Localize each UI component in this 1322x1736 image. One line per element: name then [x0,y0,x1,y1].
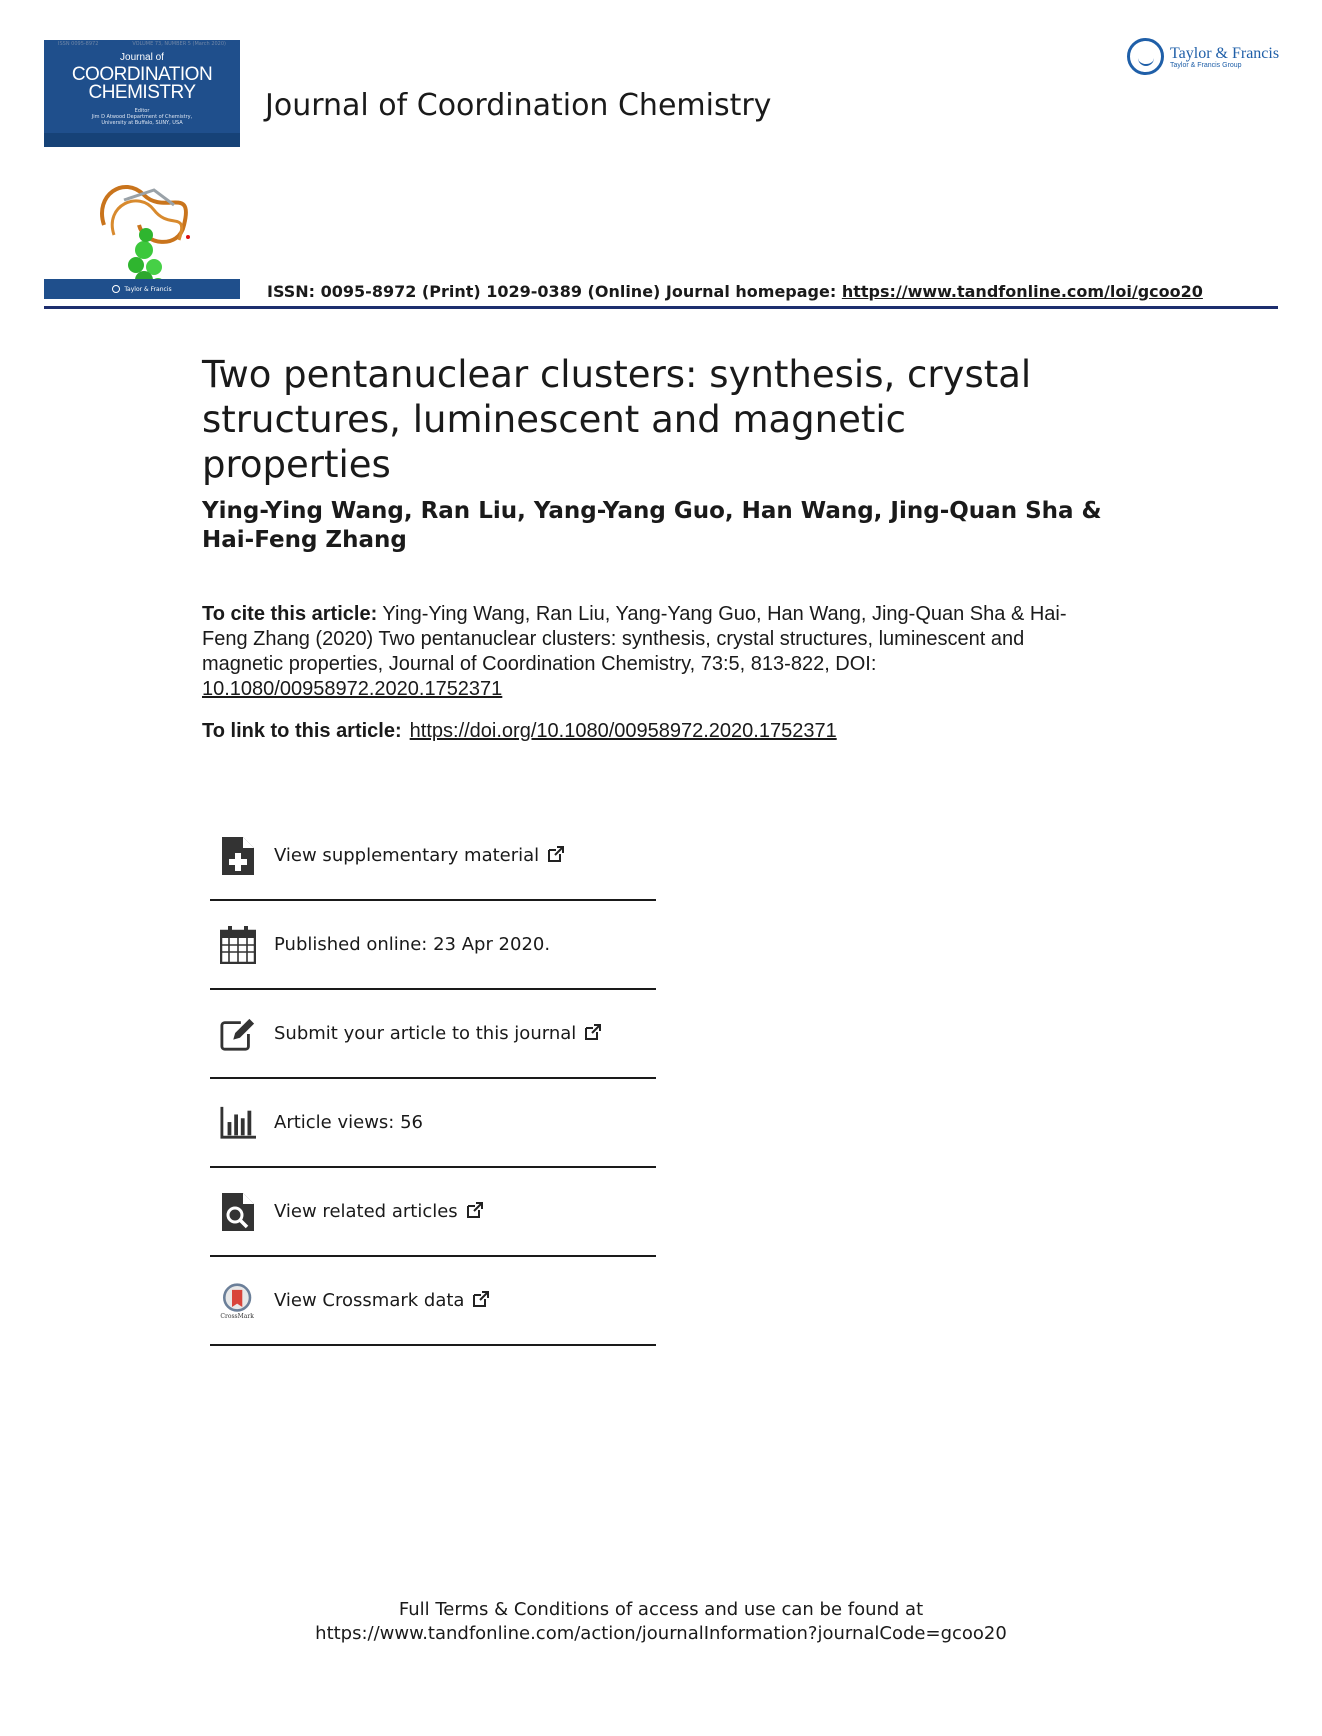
citation-block [202,602,1102,702]
external-link-icon [547,845,565,863]
svg-text:CrossMark: CrossMark [220,1312,254,1320]
journal-title[interactable]: Journal of Coordination Chemistry [265,88,772,123]
article-doi-link[interactable]: https://doi.org/10.1080/00958972.2020.1752371 [409,720,837,742]
document-plus-icon [220,836,256,876]
article-link-label: To link to this article: [202,720,402,742]
journal-cover [44,40,240,299]
info-label: Article views: 56 [274,1112,423,1133]
cover-publisher: Taylor & Francis [124,285,172,293]
header-divider [44,306,1278,309]
citation-doi-link[interactable]: 10.1080/00958972.2020.1752371 [202,678,503,700]
publisher-name: Taylor & Francis [1170,44,1280,62]
cover-name-line2: CHEMISTRY [88,82,196,103]
edit-icon [220,1014,256,1054]
crossmark-icon [220,1281,256,1321]
article-title: Two pentanuclear clusters: synthesis, crystal structures, luminescent and magnetic properties [202,353,1032,486]
cover-editor-line3: University at Buffalo, SUNY, USA [101,120,183,126]
external-link-icon [466,1201,484,1219]
footer-terms-line: Full Terms & Conditions of access and use can be found at [398,1599,924,1620]
cover-editor [44,108,240,126]
list-item-supplementary[interactable] [210,812,656,901]
external-link-icon [584,1023,602,1041]
list-item-views [210,1079,656,1168]
list-item-published [210,901,656,990]
journal-homepage-link[interactable]: https://www.tandfonline.com/loi/gcoo20 [841,282,1203,301]
cover-editor-line2: Jim D Atwood Department of Chemistry, [91,114,193,120]
cover-issn: ISSN 0095-8972 [58,41,99,47]
publisher-logo[interactable] [1127,38,1279,75]
external-link-icon [472,1290,490,1308]
info-label: View supplementary material [274,845,565,866]
footer-terms-url[interactable]: https://www.tandfonline.com/action/journalInformation?journalCode=gcoo20 [315,1623,1007,1644]
info-label: View related articles [274,1201,484,1222]
article-authors: Ying-Ying Wang, Ran Liu, Yang-Yang Guo, Han Wang, Jing-Quan Sha & Hai-Feng Zhang [202,498,1102,553]
article-info-list [210,812,656,1346]
calendar-icon [220,925,256,965]
page-footer [0,1598,1322,1646]
info-label: Published online: 23 Apr 2020. [274,934,551,955]
cover-tf-icon [112,285,120,293]
article-link-block [202,720,837,743]
issn-text: ISSN: 0095-8972 (Print) 1029-0389 (Online) Journal homepage: [267,282,842,301]
cover-editor-line1: Editor [134,108,150,114]
list-item-crossmark[interactable] [210,1257,656,1346]
list-item-submit[interactable] [210,990,656,1079]
cover-band [44,133,240,147]
cover-name-line1: COORDINATION [71,64,213,85]
bar-chart-icon [220,1103,256,1143]
taylor-francis-logo-icon [1127,38,1164,75]
cover-footer [44,279,240,299]
cover-meta [58,41,226,47]
citation-label: To cite this article: [202,603,378,625]
info-label: Submit your article to this journal [274,1023,602,1044]
document-search-icon [220,1192,256,1232]
info-label: View Crossmark data [274,1290,490,1311]
cover-volume: VOLUME 73, NUMBER 5 (March 2020) [132,41,226,47]
citation-text: Ying-Ying Wang, Ran Liu, Yang-Yang Guo, Han Wang, Jing-Quan Sha & Hai-Feng Zhang (2020) Two pentanuclear clusters: synthesis, crystal structures, luminescent and magnetic properties, Journal of Coordination Chemistry, 73:5, 813-822, DOI: [202,603,1067,675]
list-item-related[interactable] [210,1168,656,1257]
cover-journal-of: Journal of [120,52,164,63]
publisher-group: Taylor & Francis Group [1170,61,1242,69]
cover-header [44,40,240,133]
issn-line [267,282,1203,301]
